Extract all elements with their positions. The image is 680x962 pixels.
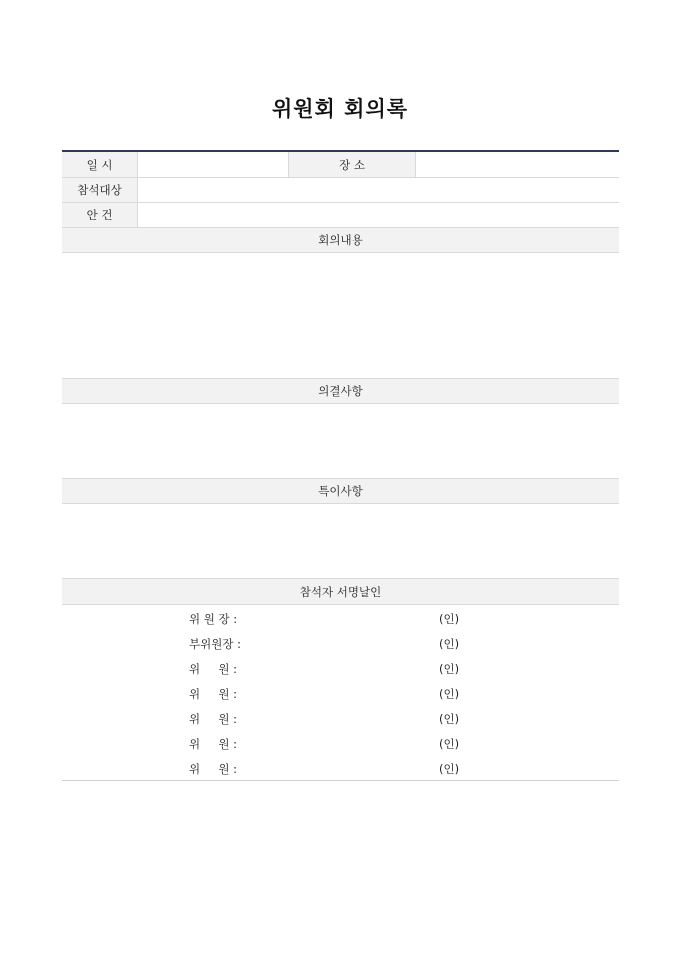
seal-mark: (인) [439, 662, 460, 676]
agenda-field[interactable] [137, 203, 619, 227]
seal-mark: (인) [439, 687, 460, 701]
meeting-content-area[interactable] [62, 253, 619, 379]
signature-row-member[interactable] [62, 731, 619, 756]
signatures-header: 참석자 서명날인 [62, 579, 619, 605]
agenda-row [62, 203, 619, 228]
signature-title: 위 원 : [189, 687, 238, 701]
resolutions-area[interactable] [62, 404, 619, 479]
date-label: 일 시 [62, 152, 137, 177]
resolutions-header: 의결사항 [62, 379, 619, 404]
signature-row-member[interactable] [62, 756, 619, 781]
place-label: 장 소 [289, 152, 415, 177]
date-field[interactable] [137, 152, 289, 177]
signature-row-member[interactable] [62, 681, 619, 706]
signature-title: 위 원 : [189, 712, 238, 726]
seal-mark: (인) [439, 637, 460, 651]
date-place-row [62, 152, 619, 178]
signature-row-vice-chair[interactable] [62, 631, 619, 656]
seal-mark: (인) [439, 712, 460, 726]
signature-title: 위 원 : [189, 662, 238, 676]
meeting-minutes-form [62, 150, 619, 781]
signature-title: 부위원장 : [189, 637, 241, 651]
signatures-area [62, 605, 619, 781]
document-title: 위원회 회의록 [271, 97, 409, 121]
attendees-field[interactable] [137, 178, 619, 202]
place-field[interactable] [415, 152, 619, 177]
special-notes-area[interactable] [62, 504, 619, 579]
attendees-label: 참석대상 [62, 178, 137, 202]
special-notes-header: 특이사항 [62, 479, 619, 504]
attendees-row [62, 178, 619, 203]
seal-mark: (인) [439, 612, 460, 626]
signature-row-chair[interactable] [62, 606, 619, 631]
agenda-label: 안 건 [62, 203, 137, 227]
meeting-content-header: 회의내용 [62, 228, 619, 253]
seal-mark: (인) [439, 762, 460, 776]
signature-row-member[interactable] [62, 656, 619, 681]
signature-title: 위 원 : [189, 737, 238, 751]
signature-title: 위 원 장 : [189, 612, 238, 626]
seal-mark: (인) [439, 737, 460, 751]
signature-title: 위 원 : [189, 762, 238, 776]
signature-row-member[interactable] [62, 706, 619, 731]
